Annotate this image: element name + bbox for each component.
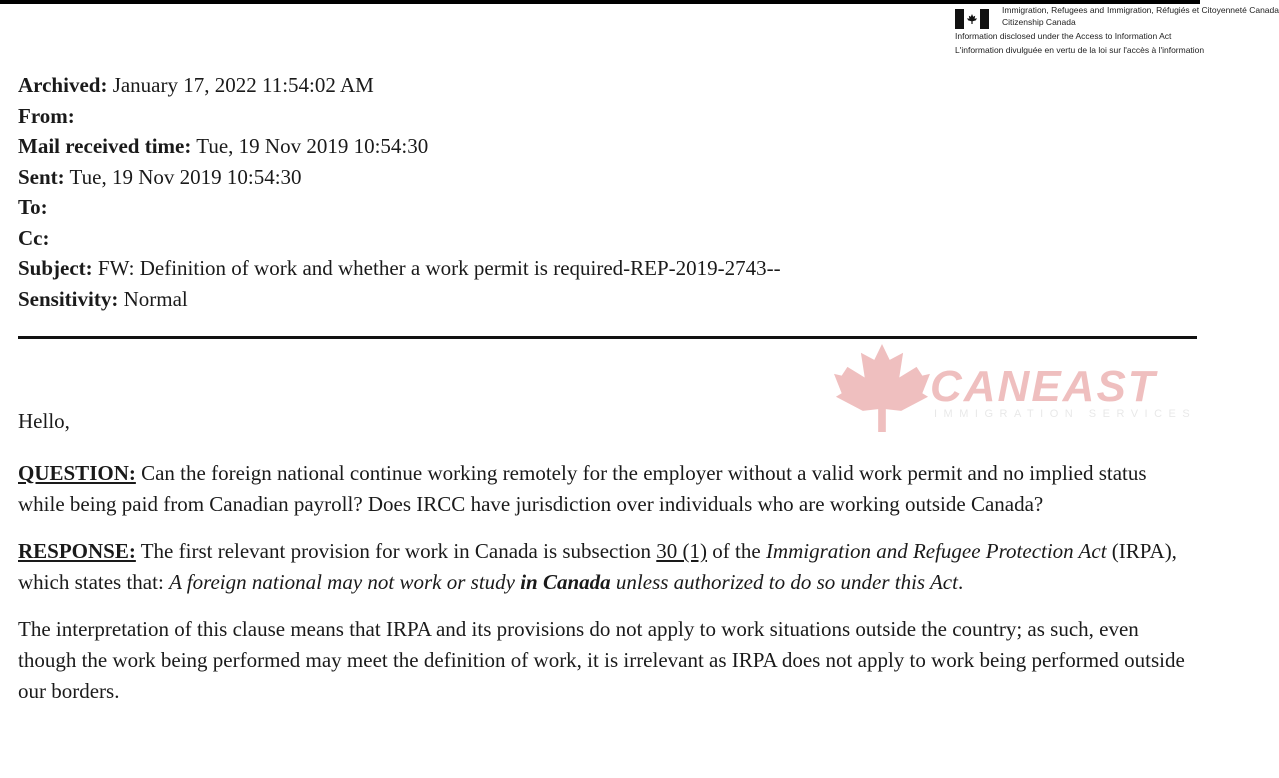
subject-value: FW: Definition of work and whether a work permit is required-REP-2019-2743--	[97, 256, 781, 280]
act-abbrev: (IRPA), which states that:	[18, 539, 1177, 594]
email-headers	[18, 70, 1178, 314]
question-paragraph	[18, 458, 1192, 520]
response-paragraph	[18, 536, 1192, 598]
response-of-the: of the	[712, 539, 761, 563]
question-text: Can the foreign national continue working remotely for the employer without a valid work permit and no implied status while being paid from Canadian payroll? Does IRCC have jurisdiction over individuals who are working outside Canada?	[18, 461, 1147, 516]
archived-value: January 17, 2022 11:54:02 AM	[112, 73, 374, 97]
subject-label: Subject:	[18, 256, 93, 280]
quote-emphasis: in Canada	[520, 570, 611, 594]
disclosure-notice-fr: L'information divulguée en vertu de la loi sur l'accès à l'information	[955, 45, 1205, 55]
sensitivity-row	[18, 284, 1178, 315]
received-value: Tue, 19 Nov 2019 10:54:30	[196, 134, 429, 158]
government-header	[952, 4, 1279, 64]
sensitivity-label: Sensitivity:	[18, 286, 119, 311]
watermark-subtitle: IMMIGRATION SERVICES	[934, 408, 1197, 420]
received-label: Mail received time:	[18, 134, 192, 158]
from-label: From:	[18, 103, 75, 128]
quote-part1: A foreign national may not work or study	[169, 570, 515, 594]
subject-row	[18, 253, 1178, 284]
watermark-name: CANEAST	[930, 362, 1157, 411]
response-intro: The first relevant provision for work in Canada is subsection	[140, 539, 652, 563]
response-label: RESPONSE:	[18, 539, 136, 563]
sent-row	[18, 162, 1178, 193]
email-body	[18, 406, 1192, 707]
header-divider	[18, 336, 1197, 339]
act-name: Immigration and Refugee Protection Act	[765, 539, 1107, 563]
department-name-fr: Immigration, Réfugiés et Citoyenneté Canada	[1107, 5, 1279, 15]
archived-label: Archived:	[18, 73, 108, 97]
cc-row	[18, 223, 1178, 254]
archived-row	[18, 70, 1178, 101]
quote-part2: unless authorized to do so under this Act	[615, 570, 958, 594]
interpretation-paragraph: The interpretation of this clause means that IRPA and its provisions do not apply to work situations outside the country; as such, even though the work being performed may meet the definition of work, it is irrelevant as IRPA does not apply to work being performed outside our borders.	[18, 617, 1185, 703]
sent-value: Tue, 19 Nov 2019 10:54:30	[69, 164, 302, 189]
disclosure-notice-en: Information disclosed under the Access to Information Act	[955, 31, 1172, 41]
to-label: To:	[18, 195, 48, 219]
sensitivity-value: Normal	[123, 286, 188, 311]
maple-leaf-icon	[967, 14, 977, 24]
from-row	[18, 101, 1178, 132]
quote-end: .	[957, 570, 964, 594]
sent-label: Sent:	[18, 164, 65, 189]
cc-label: Cc:	[18, 225, 50, 250]
subsection-link[interactable]: 30 (1)	[656, 539, 708, 563]
department-name-en: Immigration, Refugees and Citizenship Canada	[1002, 5, 1105, 27]
received-row	[18, 131, 1178, 162]
greeting: Hello,	[18, 409, 70, 433]
canada-flag-icon	[955, 9, 989, 29]
question-label: QUESTION:	[18, 461, 136, 485]
to-row	[18, 192, 1178, 223]
